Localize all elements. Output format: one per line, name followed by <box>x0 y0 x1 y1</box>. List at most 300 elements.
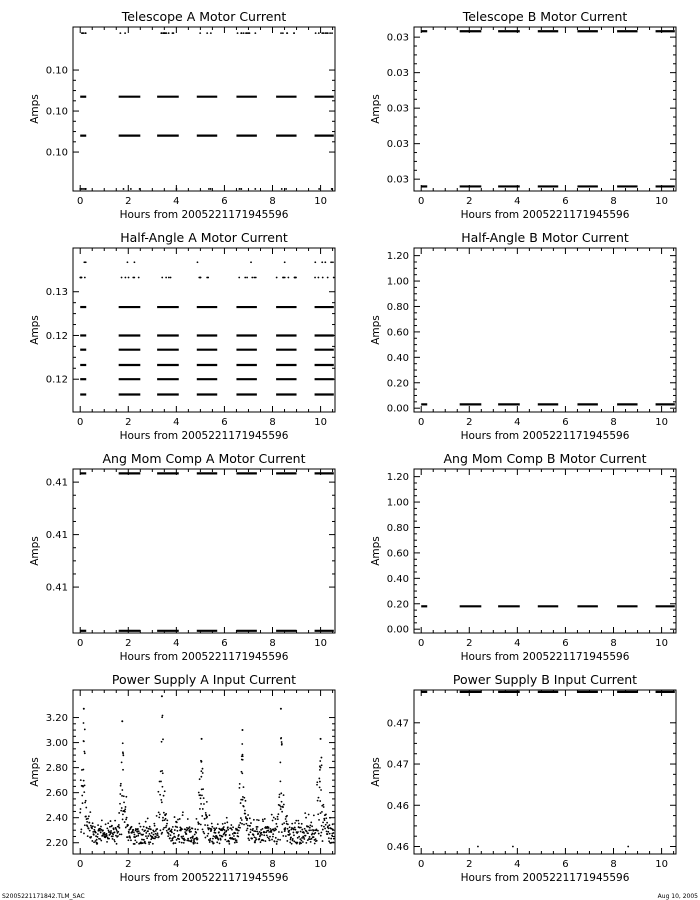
data-point <box>217 823 219 825</box>
data-point <box>157 834 159 836</box>
data-point <box>89 811 91 813</box>
data-point <box>323 806 325 808</box>
data-point <box>196 818 198 820</box>
data-point <box>309 825 311 827</box>
data-point <box>100 826 102 828</box>
y-tick-label: 0.46 <box>386 842 409 854</box>
data-series <box>79 261 334 394</box>
x-tick-label: 8 <box>269 638 276 649</box>
data-point <box>92 825 94 827</box>
data-point <box>125 819 127 821</box>
data-point <box>243 32 245 34</box>
data-point <box>297 831 299 833</box>
data-point <box>328 837 330 839</box>
data-point <box>207 824 209 826</box>
x-tick-label: 10 <box>314 638 327 649</box>
data-point <box>280 808 282 810</box>
y-tick-label: 1.00 <box>386 276 409 288</box>
data-point <box>294 277 296 279</box>
data-point <box>195 832 197 834</box>
data-point <box>104 832 106 834</box>
data-point <box>285 818 287 820</box>
data-point <box>333 838 335 840</box>
data-point <box>187 838 189 840</box>
data-point <box>327 833 329 835</box>
data-point <box>263 834 265 836</box>
data-point <box>269 839 271 841</box>
data-point <box>84 188 86 190</box>
data-point <box>159 829 161 831</box>
data-point <box>90 836 92 838</box>
data-point <box>317 813 319 815</box>
data-point <box>238 277 240 279</box>
data-point <box>224 839 226 841</box>
data-point <box>254 842 256 844</box>
data-point <box>312 830 314 832</box>
x-tick-label: 10 <box>655 859 668 870</box>
data-point <box>125 796 127 798</box>
data-point <box>282 806 284 808</box>
data-point <box>166 823 168 825</box>
data-point <box>333 277 335 279</box>
data-point <box>126 817 128 819</box>
data-point <box>277 839 279 841</box>
data-point-peak <box>320 738 322 740</box>
data-point <box>224 822 226 824</box>
data-point <box>325 817 327 819</box>
data-point <box>257 832 259 834</box>
data-point <box>287 823 289 825</box>
data-point <box>275 818 277 820</box>
data-point <box>239 787 241 789</box>
data-point <box>215 827 217 829</box>
data-point <box>297 842 299 844</box>
y-tick-label: 1.20 <box>386 251 409 263</box>
data-point-peak <box>241 729 243 731</box>
data-point <box>202 808 204 810</box>
y-tick-label: 0.13 <box>45 287 68 299</box>
data-point <box>276 843 278 845</box>
data-point <box>256 831 258 833</box>
data-point <box>226 830 228 832</box>
data-point <box>83 791 85 793</box>
data-point <box>241 755 243 757</box>
chart-half-a <box>29 230 335 442</box>
data-point <box>331 188 333 190</box>
data-point <box>181 842 183 844</box>
data-point <box>204 837 206 839</box>
y-tick-label: 0.41 <box>45 477 68 489</box>
data-point <box>275 837 277 839</box>
data-point <box>255 839 257 841</box>
data-point <box>198 823 200 825</box>
data-point <box>305 817 307 819</box>
x-tick-label: 8 <box>610 417 617 428</box>
data-point <box>314 261 316 263</box>
data-point <box>324 261 326 263</box>
data-point <box>200 797 202 799</box>
data-point <box>119 32 121 34</box>
x-tick-label: 2 <box>125 859 132 870</box>
data-point <box>333 832 335 834</box>
data-point <box>277 818 279 820</box>
data-point <box>327 277 329 279</box>
data-point <box>123 188 125 190</box>
x-tick-label: 8 <box>269 859 276 870</box>
data-point <box>86 821 88 823</box>
data-point <box>120 783 122 785</box>
data-point <box>220 839 222 841</box>
data-point <box>125 806 127 808</box>
data-point <box>280 792 282 794</box>
data-point <box>304 828 306 830</box>
data-point <box>202 831 204 833</box>
data-point <box>316 784 318 786</box>
data-point <box>314 843 316 845</box>
data-point <box>322 277 324 279</box>
y-tick-label: 0.12 <box>45 374 68 386</box>
x-tick-label: 4 <box>514 196 521 207</box>
data-point <box>271 814 273 816</box>
data-point <box>321 825 323 827</box>
data-point <box>89 822 91 824</box>
data-point <box>112 838 114 840</box>
data-point <box>318 188 320 190</box>
data-point <box>203 803 205 805</box>
data-point <box>131 826 133 828</box>
data-point <box>150 828 152 830</box>
data-point <box>133 831 135 833</box>
data-point <box>258 838 260 840</box>
y-tick-label: 3.00 <box>45 738 68 750</box>
data-point <box>241 32 243 34</box>
data-point <box>275 823 277 825</box>
data-point <box>286 821 288 823</box>
data-point <box>300 831 302 833</box>
data-point <box>108 829 110 831</box>
data-point <box>317 800 319 802</box>
data-point <box>124 811 126 813</box>
data-point <box>93 829 95 831</box>
data-point <box>281 741 283 743</box>
data-point <box>332 841 334 843</box>
data-point <box>84 729 86 731</box>
data-point <box>149 826 151 828</box>
data-point <box>332 261 334 263</box>
data-point <box>267 829 269 831</box>
data-point <box>79 812 81 814</box>
data-point <box>105 823 107 825</box>
data-point <box>120 785 122 787</box>
data-point <box>124 821 126 823</box>
x-tick-label: 6 <box>562 638 569 649</box>
data-point <box>143 826 145 828</box>
chart-title: Telescope A Motor Current <box>121 9 287 24</box>
data-point <box>96 842 98 844</box>
data-point <box>227 826 229 828</box>
data-point <box>294 822 296 824</box>
data-point <box>243 786 245 788</box>
y-axis-label: Amps <box>370 315 382 345</box>
plot-frame <box>73 469 335 633</box>
data-point <box>80 831 82 833</box>
data-point <box>320 812 322 814</box>
data-point <box>239 783 241 785</box>
data-point <box>113 828 115 830</box>
data-point <box>127 261 129 263</box>
data-point <box>182 835 184 837</box>
data-point <box>123 795 125 797</box>
data-series <box>421 31 675 186</box>
data-point <box>178 834 180 836</box>
chart-title: Power Supply A Input Current <box>111 672 297 687</box>
x-tick-label: 8 <box>610 859 617 870</box>
data-point <box>84 32 86 34</box>
data-point <box>165 277 167 279</box>
data-point <box>305 835 307 837</box>
data-point <box>119 827 121 829</box>
data-point <box>162 817 164 819</box>
data-point <box>89 830 91 832</box>
data-point <box>172 32 174 34</box>
data-point <box>118 812 120 814</box>
data-point <box>210 32 212 34</box>
data-point <box>321 261 323 263</box>
footer-right: Aug 10, 2005 <box>657 893 698 900</box>
data-point <box>286 840 288 842</box>
data-point <box>199 778 201 780</box>
data-point <box>287 277 289 279</box>
chart-tel-b <box>370 9 676 221</box>
data-point <box>295 820 297 822</box>
data-point <box>125 277 127 279</box>
data-point <box>224 829 226 831</box>
data-point <box>330 261 332 263</box>
data-point <box>84 785 86 787</box>
plot-frame <box>414 27 676 191</box>
data-point <box>202 768 204 770</box>
data-point <box>202 829 204 831</box>
data-point <box>241 772 243 774</box>
data-point <box>197 829 199 831</box>
data-point <box>101 819 103 821</box>
footer-left: S2005221171842.TLM_SAC <box>2 893 85 900</box>
data-point <box>320 835 322 837</box>
data-point <box>110 830 112 832</box>
data-point <box>222 836 224 838</box>
data-point <box>85 816 87 818</box>
data-point <box>232 833 234 835</box>
data-point <box>324 819 326 821</box>
data-point <box>262 820 264 822</box>
data-point <box>289 826 291 828</box>
data-point <box>85 807 87 809</box>
y-tick-label: 0.20 <box>386 378 409 390</box>
data-point <box>182 811 184 813</box>
data-point <box>319 760 321 762</box>
y-tick-label: 0.80 <box>386 522 409 534</box>
data-point <box>237 836 239 838</box>
data-point <box>207 833 209 835</box>
data-point <box>324 828 326 830</box>
data-point <box>85 800 87 802</box>
data-point <box>158 817 160 819</box>
data-point <box>301 823 303 825</box>
data-point <box>310 841 312 843</box>
x-tick-label: 6 <box>562 417 569 428</box>
x-tick-label: 0 <box>418 638 425 649</box>
data-point <box>217 839 219 841</box>
x-tick-label: 6 <box>221 859 228 870</box>
data-point <box>209 840 211 842</box>
data-point <box>207 835 209 837</box>
data-point <box>211 828 213 830</box>
x-tick-label: 6 <box>221 417 228 428</box>
plot-frame <box>73 27 335 191</box>
data-point <box>82 769 84 771</box>
data-point <box>199 794 201 796</box>
data-point <box>138 277 140 279</box>
x-axis-label: Hours from 2005221171945596 <box>460 430 630 442</box>
data-point <box>136 835 138 837</box>
data-point <box>112 834 114 836</box>
data-point <box>112 836 114 838</box>
data-point <box>250 822 252 824</box>
data-point <box>189 829 191 831</box>
chart-ang-a <box>29 451 335 663</box>
y-tick-label: 2.40 <box>45 813 68 825</box>
data-point <box>81 795 83 797</box>
data-point <box>179 818 181 820</box>
data-point <box>201 794 203 796</box>
data-point <box>251 277 253 279</box>
y-axis-label: Amps <box>370 94 382 124</box>
data-point <box>119 833 121 835</box>
data-point <box>279 780 281 782</box>
data-point <box>234 842 236 844</box>
data-point <box>248 834 250 836</box>
data-point <box>242 754 244 756</box>
data-point <box>155 836 157 838</box>
data-point <box>118 824 120 826</box>
data-point <box>197 821 199 823</box>
data-point <box>91 827 93 829</box>
data-point <box>136 841 138 843</box>
data-point <box>162 786 164 788</box>
data-point <box>122 754 124 756</box>
data-point <box>159 794 161 796</box>
data-point <box>213 842 215 844</box>
x-tick-label: 2 <box>125 638 132 649</box>
data-point <box>120 810 122 812</box>
data-point <box>166 819 168 821</box>
data-point <box>132 829 134 831</box>
data-point <box>96 839 98 841</box>
data-point <box>83 740 85 742</box>
data-point <box>287 828 289 830</box>
x-tick-label: 2 <box>466 417 473 428</box>
data-point <box>106 827 108 829</box>
data-point <box>276 277 278 279</box>
data-point <box>144 830 146 832</box>
data-point <box>297 820 299 822</box>
data-point <box>246 277 248 279</box>
data-point <box>80 808 82 810</box>
y-tick-label: 0.47 <box>386 718 409 730</box>
data-point <box>225 834 227 836</box>
data-point <box>161 832 163 834</box>
chart-title: Half-Angle A Motor Current <box>120 230 288 245</box>
chart-title: Telescope B Motor Current <box>462 9 628 24</box>
data-point <box>200 770 202 772</box>
data-point <box>199 808 201 810</box>
data-point <box>203 797 205 799</box>
data-point <box>238 188 240 190</box>
data-point <box>276 841 278 843</box>
data-point <box>83 780 85 782</box>
data-point <box>158 811 160 813</box>
data-point <box>165 32 167 34</box>
data-point <box>245 823 247 825</box>
chart-title: Ang Mom Comp A Motor Current <box>102 451 306 466</box>
data-point <box>203 833 205 835</box>
data-point <box>197 261 199 263</box>
data-point <box>176 822 178 824</box>
data-point <box>316 829 318 831</box>
data-point <box>155 833 157 835</box>
data-point <box>114 831 116 833</box>
data-point <box>134 261 136 263</box>
data-point <box>289 833 291 835</box>
data-point <box>211 826 213 828</box>
x-axis-label: Hours from 2005221171945596 <box>460 651 630 663</box>
x-tick-label: 10 <box>655 638 668 649</box>
data-point <box>291 843 293 845</box>
data-point <box>168 827 170 829</box>
y-tick-label: 0.47 <box>386 759 409 771</box>
data-point <box>155 830 157 832</box>
data-point <box>200 803 202 805</box>
data-point <box>317 830 319 832</box>
data-point <box>162 772 164 774</box>
data-point <box>179 841 181 843</box>
data-point <box>169 837 171 839</box>
data-point <box>138 823 140 825</box>
y-tick-label: 0.00 <box>386 624 409 636</box>
data-point <box>164 790 166 792</box>
data-point <box>163 827 165 829</box>
y-tick-label: 0.40 <box>386 573 409 585</box>
data-point <box>172 839 174 841</box>
data-point <box>321 811 323 813</box>
data-point <box>273 817 275 819</box>
data-point <box>91 840 93 842</box>
data-point <box>165 818 167 820</box>
data-point <box>82 802 84 804</box>
data-point <box>241 823 243 825</box>
data-point <box>257 826 259 828</box>
data-point <box>254 188 256 190</box>
data-point <box>247 838 249 840</box>
y-tick-label: 0.12 <box>45 330 68 342</box>
data-point <box>288 830 290 832</box>
x-tick-label: 6 <box>221 638 228 649</box>
data-point <box>319 786 321 788</box>
data-point <box>218 831 220 833</box>
data-point <box>157 832 159 834</box>
data-point <box>134 834 136 836</box>
data-point <box>158 836 160 838</box>
